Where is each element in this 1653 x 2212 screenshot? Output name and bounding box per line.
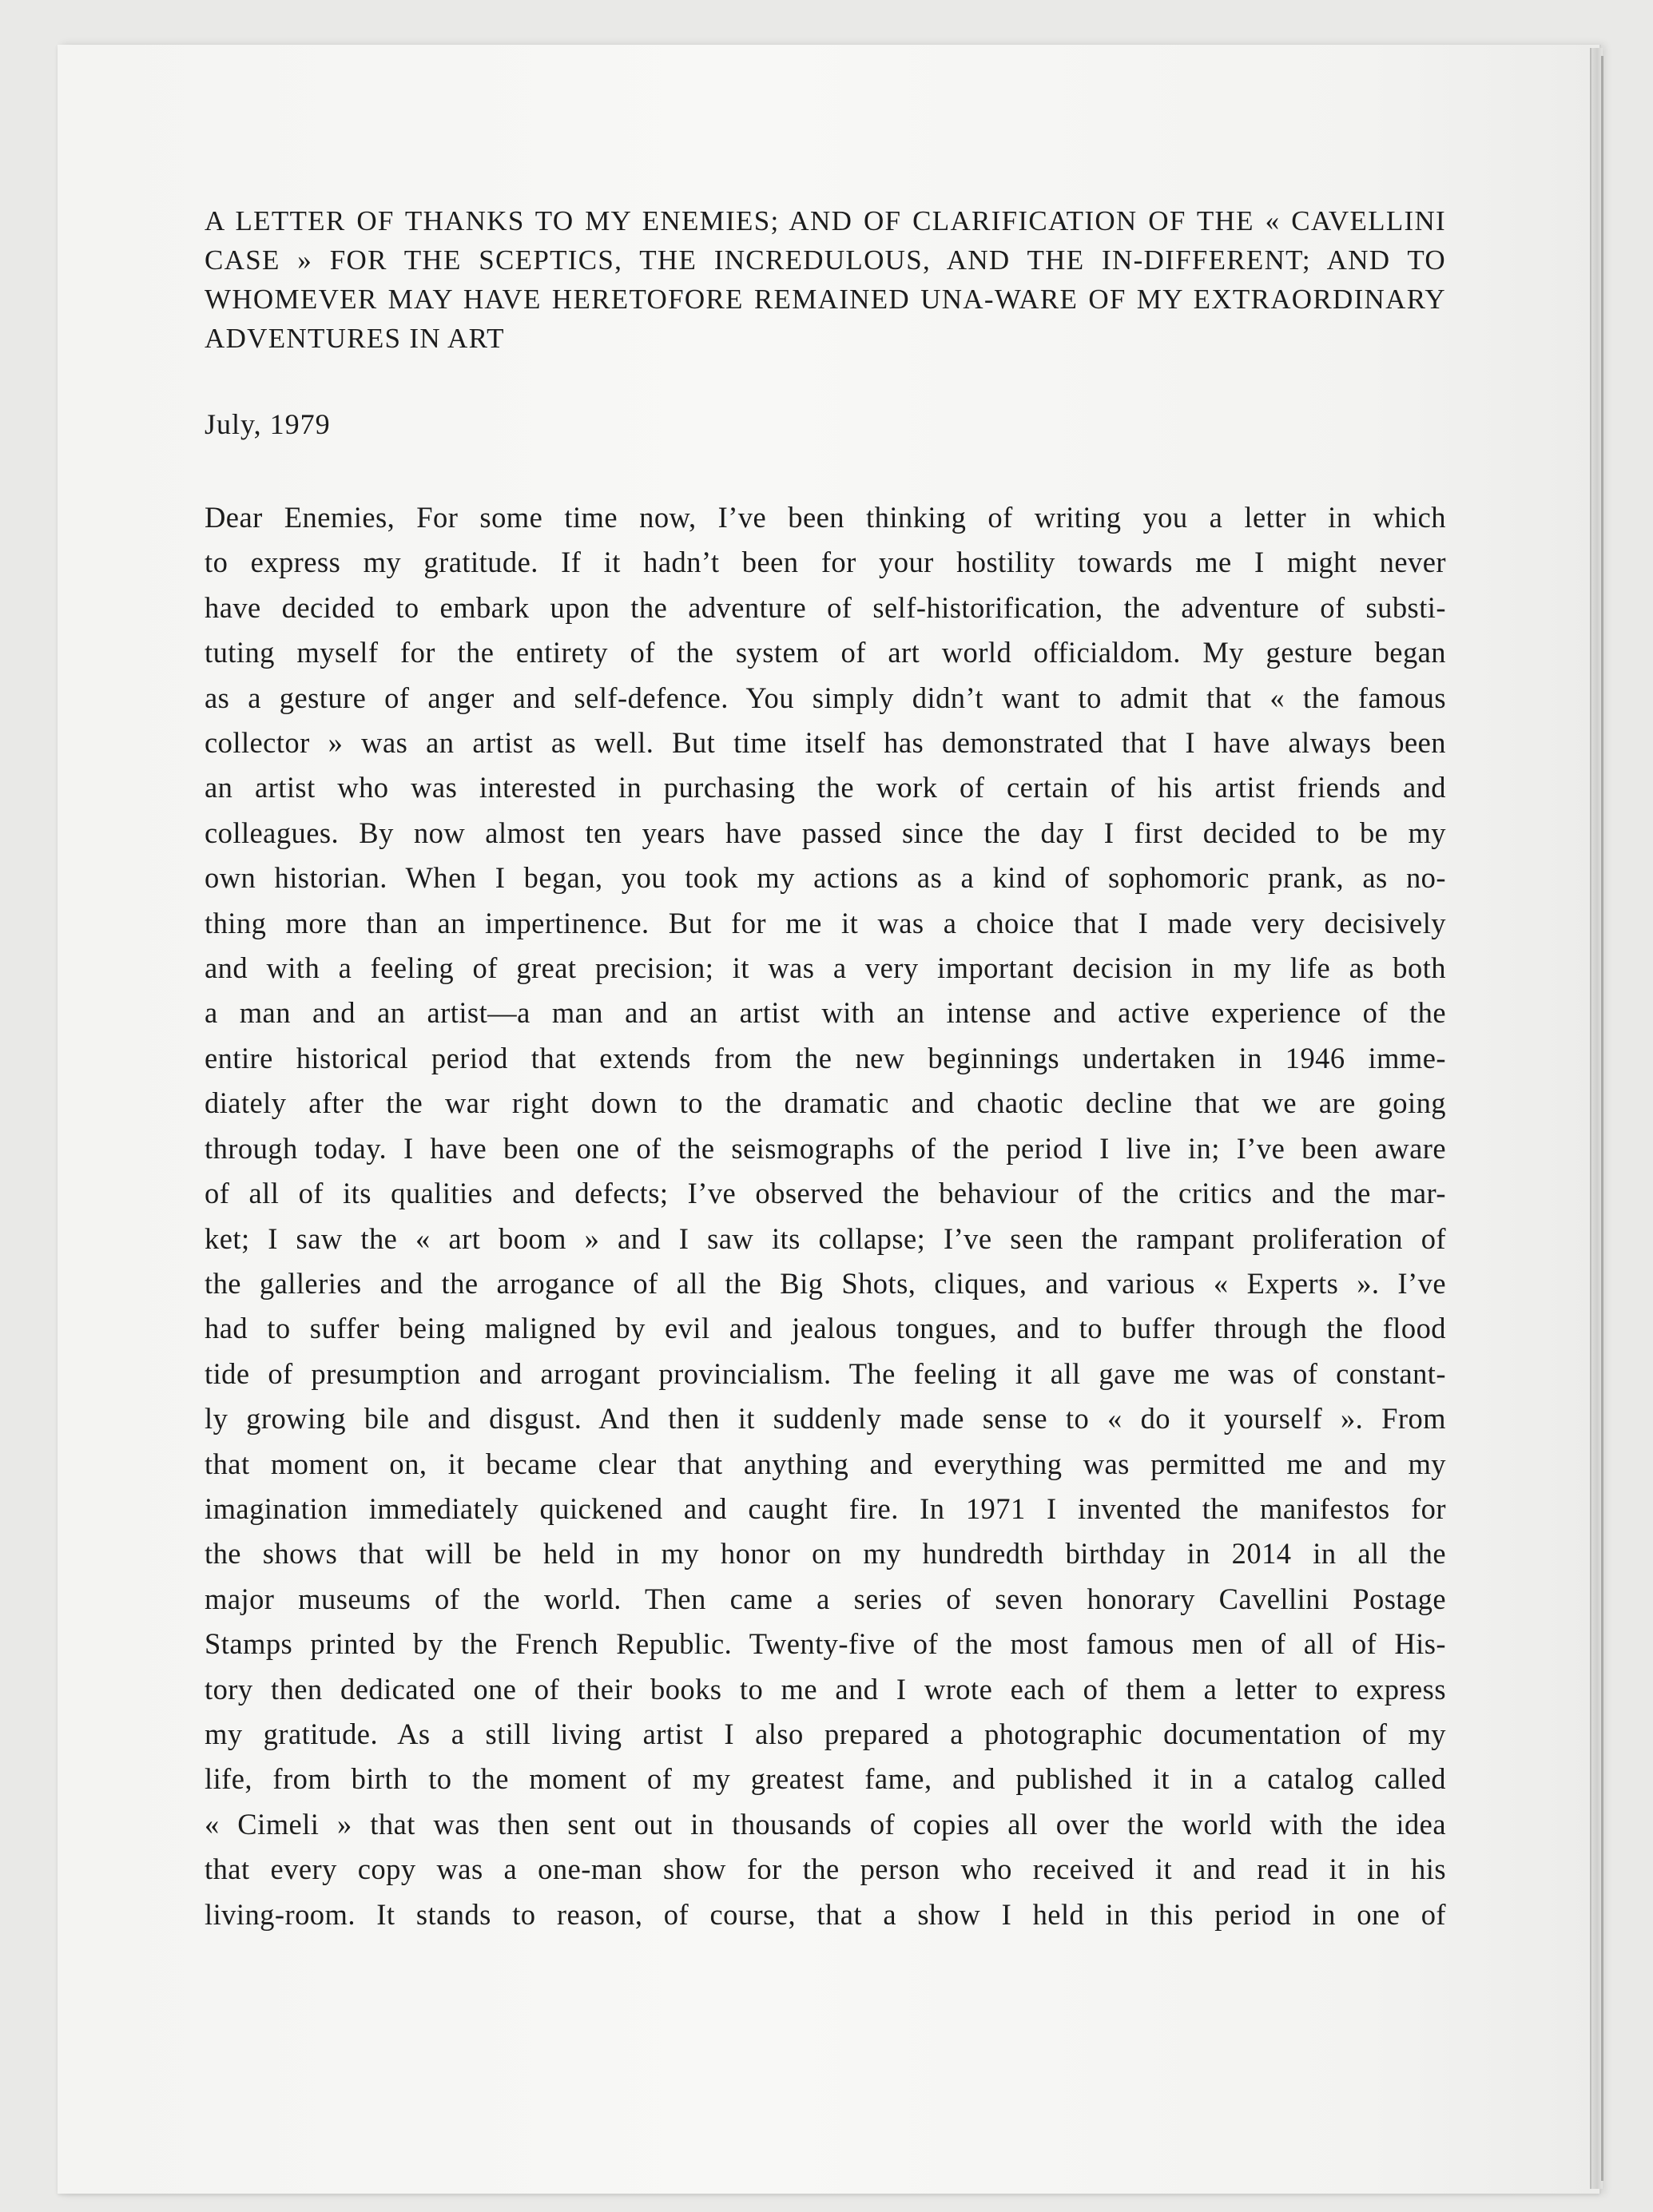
body-line: entire historical period that extends from the new beginnings undertaken in 1946 imme-: [205, 1041, 1446, 1074]
body-line: that every copy was a one-man show for the person who received it and read it in his: [205, 1853, 1446, 1886]
body-line: a man and an artist—a man and an artist with an intense and active experience of the: [205, 996, 1446, 1030]
body-line: had to suffer being maligned by evil and jealous tongues, and to buffer through the flood: [205, 1312, 1446, 1345]
body-line: living-room. It stands to reason, of course, that a show I held in this period in one of: [205, 1897, 1446, 1931]
body-line: « Cimeli » that was then sent out in thousands of copies all over the world with the idea: [205, 1807, 1446, 1841]
body-line: imagination immediately quickened and caught fire. In 1971 I invented the manifestos for: [205, 1491, 1446, 1525]
body-line: through today. I have been one of the seismographs of the period I live in; I’ve been aware: [205, 1131, 1446, 1165]
body-line: tuting myself for the entirety of the system of art world officialdom. My gesture began: [205, 636, 1446, 669]
body-line: colleagues. By now almost ten years have passed since the day I first decided to be my: [205, 816, 1446, 849]
body-line: of all of its qualities and defects; I’ve observed the behaviour of the critics and the mar-: [205, 1177, 1446, 1210]
body-line: that moment on, it became clear that anything and everything was permitted me and my: [205, 1447, 1446, 1480]
page-edge: [1601, 56, 1603, 2181]
body-line: own historian. When I began, you took my actions as a kind of sophomoric prank, as no-: [205, 861, 1446, 895]
body-line: major museums of the world. Then came a series of seven honorary Cavellini Postage: [205, 1582, 1446, 1615]
body-line: have decided to embark upon the adventure of self-historification, the adventure of substi-: [205, 590, 1446, 624]
letter-date: July, 1979: [205, 408, 331, 440]
body-line: tory then dedicated one of their books to me and I wrote each of them a letter to express: [205, 1672, 1446, 1706]
body-line: Stamps printed by the French Republic. Twenty-five of the most famous men of all of His-: [205, 1627, 1446, 1661]
body-line: to express my gratitude. If it hadn’t been for your hostility towards me I might never: [205, 546, 1446, 579]
letter-document: [205, 201, 1446, 1937]
body-line: and with a feeling of great precision; it was a very important decision in my life as both: [205, 951, 1446, 985]
body-line: diately after the war right down to the dramatic and chaotic decline that we are going: [205, 1086, 1446, 1120]
letter-title: A LETTER OF THANKS TO MY ENEMIES; AND OF CLARIFICATION OF THE « CAVELLINI CASE » FOR THE SCEPTICS, THE INCREDULOUS, AND THE IN-DIFFERENT; AND TO WHOMEVER MAY HAVE HERETOFORE REMAINED UNA-WARE OF MY EXTRAORDINARY ADVENTURES IN ART: [205, 205, 1446, 354]
body-line: my gratitude. As a still living artist I also prepared a photographic documentation of my: [205, 1717, 1446, 1750]
body-line: tide of presumption and arrogant provincialism. The feeling it all gave me was of constant-: [205, 1356, 1446, 1390]
body-line: life, from birth to the moment of my greatest fame, and published it in a catalog called: [205, 1762, 1446, 1796]
body-line: thing more than an impertinence. But for me it was a choice that I made very decisively: [205, 906, 1446, 939]
body-line: collector » was an artist as well. But time itself has demonstrated that I have always been: [205, 726, 1446, 760]
letter-body: [205, 495, 1446, 1937]
body-line: ket; I saw the « art boom » and I saw its collapse; I’ve seen the rampant proliferation of: [205, 1221, 1446, 1255]
body-line: Dear Enemies, For some time now, I’ve been thinking of writing you a letter in which: [205, 501, 1446, 534]
body-line: the shows that will be held in my honor on my hundredth birthday in 2014 in all the: [205, 1537, 1446, 1571]
body-line: an artist who was interested in purchasing the work of certain of his artist friends and: [205, 771, 1446, 804]
body-line: the galleries and the arrogance of all the Big Shots, cliques, and various « Experts ». I’ve: [205, 1266, 1446, 1300]
body-line: as a gesture of anger and self-defence. You simply didn’t want to admit that « the famous: [205, 681, 1446, 714]
body-line: ly growing bile and disgust. And then it suddenly made sense to « do it yourself ». From: [205, 1402, 1446, 1436]
